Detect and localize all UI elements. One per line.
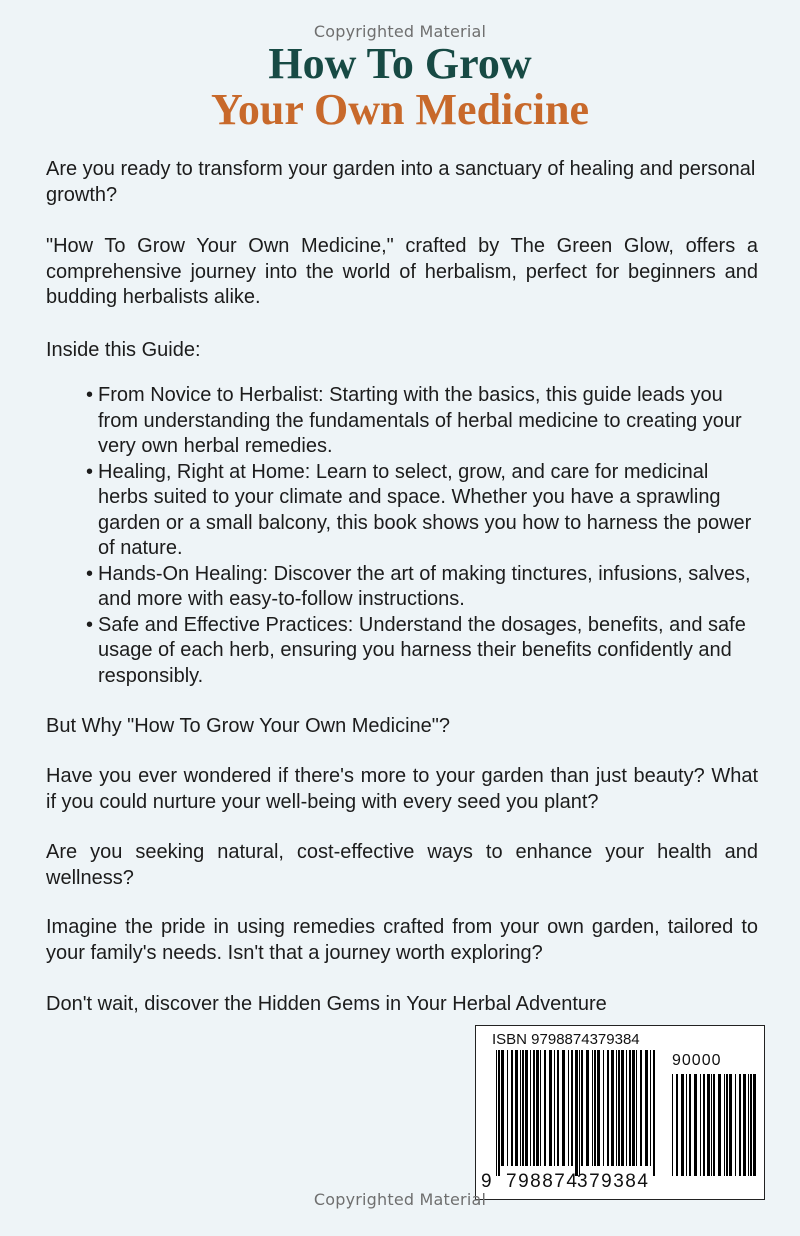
inside-guide-heading: Inside this Guide: bbox=[46, 339, 201, 361]
barcode-bar bbox=[729, 1074, 732, 1176]
barcode-bar bbox=[632, 1050, 635, 1166]
barcode-bar bbox=[530, 1050, 531, 1166]
barcode-bar bbox=[592, 1050, 593, 1166]
barcode-bar bbox=[525, 1050, 528, 1166]
barcode-bar bbox=[579, 1050, 580, 1176]
barcode-bar bbox=[533, 1050, 535, 1166]
barcode-bar bbox=[616, 1050, 617, 1166]
barcode-bar bbox=[594, 1050, 596, 1166]
barcode-bar bbox=[520, 1050, 521, 1166]
barcode-bar bbox=[672, 1074, 673, 1176]
why-heading: But Why "How To Grow Your Own Medicine"? bbox=[46, 715, 451, 737]
list-item: • From Novice to Herbalist: Starting with the basics, this guide leads you from understanding the fundamentals of herbal medicine to creating your very own herbal remedies. bbox=[86, 384, 742, 457]
barcode-bar bbox=[626, 1050, 627, 1166]
barcode-bar bbox=[597, 1050, 600, 1166]
barcode-bar bbox=[629, 1050, 631, 1166]
why-imagine: Imagine the pride in using remedies crafted from your own garden, tailored to your family's needs. Isn't that a journey worth exploring? bbox=[46, 916, 758, 964]
barcode-bar bbox=[522, 1050, 524, 1166]
barcode-bar bbox=[640, 1050, 642, 1166]
barcode-bar bbox=[554, 1050, 555, 1166]
barcode-bar bbox=[750, 1074, 752, 1176]
barcode-bar bbox=[713, 1074, 715, 1176]
list-item: • Safe and Effective Practices: Understand the dosages, benefits, and safe usage of each herb, ensuring you harness their benefits confidently and responsibly. bbox=[86, 613, 746, 687]
barcode-bar bbox=[581, 1050, 583, 1166]
barcode-bar bbox=[724, 1074, 725, 1176]
isbn-barcode bbox=[475, 1025, 765, 1200]
barcode-bar bbox=[549, 1050, 552, 1166]
book-title-line1: How To Grow bbox=[268, 39, 532, 88]
guide-bullet-list bbox=[86, 383, 758, 689]
barcode-bar bbox=[689, 1074, 691, 1176]
barcode-bar bbox=[748, 1074, 749, 1176]
barcode-bar bbox=[753, 1074, 756, 1176]
watermark-top: Copyrighted Material bbox=[313, 22, 487, 41]
barcode-bar bbox=[515, 1050, 518, 1166]
barcode-bar bbox=[645, 1050, 648, 1166]
barcode-bar bbox=[618, 1050, 620, 1166]
barcode-bar bbox=[557, 1050, 559, 1166]
list-item: • Hands-On Healing: Discover the art of making tinctures, infusions, salves, and more with easy-to-follow instructions. bbox=[86, 562, 751, 610]
barcode-bar bbox=[501, 1050, 504, 1166]
barcode-bar bbox=[703, 1074, 705, 1176]
price-code: 90000 bbox=[672, 1052, 722, 1069]
barcode-bar bbox=[636, 1050, 637, 1166]
barcode-bar bbox=[739, 1074, 741, 1176]
barcode-bar bbox=[735, 1074, 736, 1176]
barcode-bar bbox=[568, 1050, 569, 1166]
list-item: • Healing, Right at Home: Learn to select, grow, and care for medicinal herbs suited to your climate and space. Whether you have a sprawling garden or a small balcony, this book shows you how to harness the power of nature. bbox=[86, 460, 752, 559]
book-title-line2: Your Own Medicine bbox=[210, 85, 590, 134]
barcode-digits-left: 798874 bbox=[506, 1171, 579, 1192]
barcode-bar bbox=[507, 1050, 508, 1166]
why-question-1: Have you ever wondered if there's more to your garden than just beauty? What if you could nurture your well-being with every seed you plant? bbox=[46, 765, 758, 813]
barcode-bar bbox=[571, 1050, 573, 1166]
why-question-2: Are you seeking natural, cost-effective ways to enhance your health and wellness? bbox=[46, 841, 758, 889]
barcode-bar bbox=[700, 1074, 701, 1176]
barcode-bar bbox=[536, 1050, 539, 1166]
barcode-digits-right: 379384 bbox=[577, 1171, 650, 1192]
isbn-label: ISBN 9798874379384 bbox=[492, 1031, 640, 1048]
barcode-bar bbox=[603, 1050, 604, 1166]
barcode-bar bbox=[743, 1074, 746, 1176]
barcode-bar bbox=[711, 1074, 712, 1176]
barcode-bar bbox=[681, 1074, 684, 1176]
barcode-bar bbox=[544, 1050, 546, 1166]
barcode-bar bbox=[575, 1050, 578, 1176]
barcode-bar bbox=[718, 1074, 721, 1176]
barcode-bar bbox=[562, 1050, 565, 1166]
barcode-bar bbox=[621, 1050, 624, 1166]
watermark-bottom: Copyrighted Material bbox=[313, 1190, 487, 1209]
barcode-bar bbox=[707, 1074, 710, 1176]
barcode-bar bbox=[653, 1050, 655, 1176]
barcode-bar bbox=[511, 1050, 513, 1166]
barcode-digit-lead: 9 bbox=[481, 1171, 494, 1192]
barcode-bar bbox=[540, 1050, 541, 1166]
barcode-bar bbox=[694, 1074, 697, 1176]
barcode-bar bbox=[611, 1050, 614, 1166]
barcode-bar bbox=[650, 1050, 651, 1166]
barcode-bar bbox=[496, 1050, 497, 1176]
intro-question: Are you ready to transform your garden into a sanctuary of healing and personal growth? bbox=[46, 158, 756, 206]
barcode-bar bbox=[726, 1074, 728, 1176]
barcode-bar bbox=[586, 1050, 589, 1166]
call-to-action: Don't wait, discover the Hidden Gems in Your Herbal Adventure bbox=[46, 993, 607, 1015]
barcode-bar bbox=[676, 1074, 678, 1176]
barcode-bar bbox=[607, 1050, 609, 1166]
barcode-bar bbox=[498, 1050, 500, 1176]
intro-description: "How To Grow Your Own Medicine," crafted by The Green Glow, offers a comprehensive journey into the world of herbalism, perfect for beginners and budding herbalists alike. bbox=[46, 235, 758, 308]
barcode-bar bbox=[686, 1074, 687, 1176]
